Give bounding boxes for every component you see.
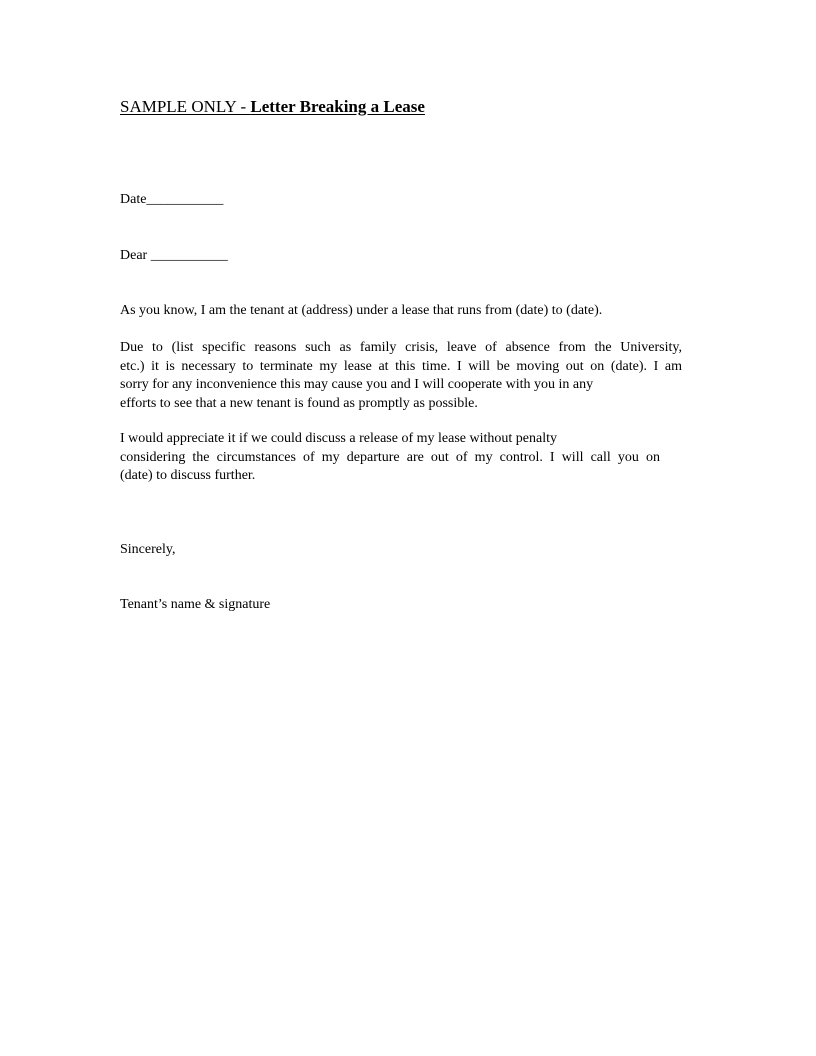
title-main: Letter Breaking a Lease — [250, 97, 425, 116]
salutation: Dear ___________ — [120, 248, 228, 263]
signature-line: Tenant’s name & signature — [120, 597, 271, 612]
paragraph-1: As you know, I am the tenant at (address) under a lease that runs from (date) to (date). — [120, 303, 603, 318]
paragraph-2 — [120, 339, 682, 413]
title-prefix: SAMPLE ONLY - — [120, 97, 251, 116]
paragraph-2-line: efforts to see that a new tenant is found as promptly as possible. — [120, 395, 478, 411]
date-line: Date___________ — [120, 192, 224, 207]
paragraph-2-line: sorry for any inconvenience this may cause you and I will cooperate with you in any — [120, 377, 594, 392]
paragraph-3-line: (date) to discuss further. — [120, 468, 256, 483]
closing: Sincerely, — [120, 542, 176, 557]
paragraph-3-line: considering the circumstances of my departure are out of my control. I will call you on — [120, 449, 660, 465]
paragraph-3-line: I would appreciate it if we could discuss a release of my lease without penalty — [120, 431, 557, 446]
paragraph-3 — [120, 430, 682, 486]
document-title — [120, 96, 425, 118]
paragraph-2-line: Due to (list specific reasons such as family crisis, leave of absence from the University, — [120, 340, 682, 355]
paragraph-2-line: etc.) it is necessary to terminate my lease at this time. I will be moving out on (date). I am — [120, 358, 682, 374]
